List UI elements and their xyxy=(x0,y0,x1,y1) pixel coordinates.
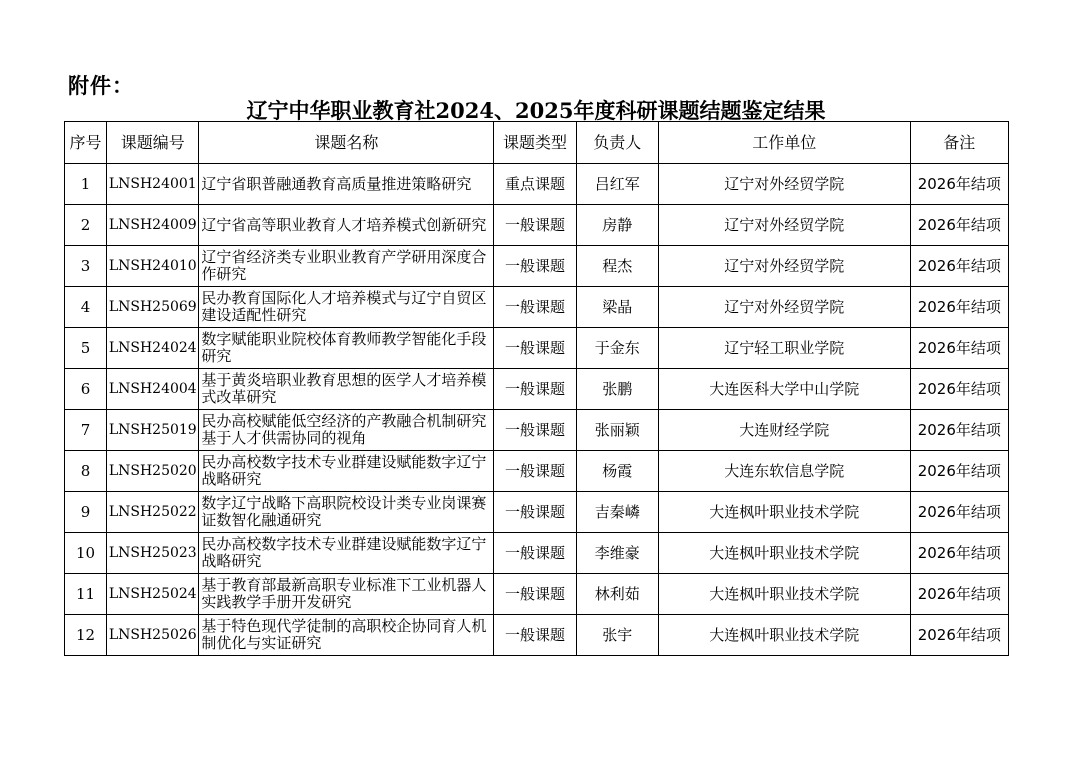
cell-note: 2026年结项 xyxy=(910,328,1008,369)
cell-no: 2 xyxy=(65,205,107,246)
cell-leader: 张丽颖 xyxy=(576,410,658,451)
cell-name: 基于特色现代学徒制的高职校企协同育人机制优化与实证研究 xyxy=(199,615,494,656)
cell-unit: 大连财经学院 xyxy=(658,410,910,451)
cell-unit: 辽宁轻工职业学院 xyxy=(658,328,910,369)
cell-code: LNSH24004 xyxy=(107,369,199,410)
column-header-code: 课题编号 xyxy=(107,122,199,164)
table-row xyxy=(65,615,1009,656)
table-header-row xyxy=(65,122,1009,164)
cell-leader: 吉秦嶙 xyxy=(576,492,658,533)
cell-unit: 大连枫叶职业技术学院 xyxy=(658,533,910,574)
cell-type: 一般课题 xyxy=(494,287,576,328)
column-header-type: 课题类型 xyxy=(494,122,576,164)
cell-no: 6 xyxy=(65,369,107,410)
cell-unit: 大连枫叶职业技术学院 xyxy=(658,615,910,656)
cell-code: LNSH24001 xyxy=(107,164,199,205)
cell-name: 辽宁省经济类专业职业教育产学研用深度合作研究 xyxy=(199,246,494,287)
cell-no: 11 xyxy=(65,574,107,615)
cell-unit: 大连枫叶职业技术学院 xyxy=(658,574,910,615)
cell-note: 2026年结项 xyxy=(910,369,1008,410)
cell-leader: 杨霞 xyxy=(576,451,658,492)
table-row xyxy=(65,246,1009,287)
cell-type: 一般课题 xyxy=(494,369,576,410)
cell-note: 2026年结项 xyxy=(910,164,1008,205)
cell-leader: 房静 xyxy=(576,205,658,246)
cell-no: 5 xyxy=(65,328,107,369)
cell-name: 民办高校数字技术专业群建设赋能数字辽宁战略研究 xyxy=(199,533,494,574)
cell-code: LNSH25024 xyxy=(107,574,199,615)
cell-name: 数字赋能职业院校体育教师教学智能化手段研究 xyxy=(199,328,494,369)
cell-note: 2026年结项 xyxy=(910,533,1008,574)
cell-leader: 张鹏 xyxy=(576,369,658,410)
cell-code: LNSH24010 xyxy=(107,246,199,287)
cell-note: 2026年结项 xyxy=(910,246,1008,287)
table-row xyxy=(65,492,1009,533)
cell-leader: 梁晶 xyxy=(576,287,658,328)
cell-unit: 辽宁对外经贸学院 xyxy=(658,164,910,205)
cell-type: 一般课题 xyxy=(494,410,576,451)
cell-code: LNSH25022 xyxy=(107,492,199,533)
cell-name: 民办高校赋能低空经济的产教融合机制研究基于人才供需协同的视角 xyxy=(199,410,494,451)
cell-no: 10 xyxy=(65,533,107,574)
cell-leader: 程杰 xyxy=(576,246,658,287)
document-title: 辽宁中华职业教育社2024、2025年度科研课题结题鉴定结果 xyxy=(246,98,826,123)
column-header-unit: 工作单位 xyxy=(658,122,910,164)
cell-note: 2026年结项 xyxy=(910,451,1008,492)
cell-unit: 辽宁对外经贸学院 xyxy=(658,287,910,328)
cell-type: 一般课题 xyxy=(494,492,576,533)
cell-type: 一般课题 xyxy=(494,246,576,287)
cell-type: 一般课题 xyxy=(494,205,576,246)
table-row xyxy=(65,164,1009,205)
table-row xyxy=(65,451,1009,492)
table-row xyxy=(65,287,1009,328)
table-row xyxy=(65,328,1009,369)
cell-note: 2026年结项 xyxy=(910,492,1008,533)
table-row xyxy=(65,410,1009,451)
cell-no: 8 xyxy=(65,451,107,492)
cell-unit: 大连东软信息学院 xyxy=(658,451,910,492)
cell-name: 基于教育部最新高职专业标准下工业机器人实践教学手册开发研究 xyxy=(199,574,494,615)
cell-name: 数字辽宁战略下高职院校设计类专业岗课赛证数智化融通研究 xyxy=(199,492,494,533)
cell-name: 辽宁省职普融通教育高质量推进策略研究 xyxy=(199,164,494,205)
cell-no: 7 xyxy=(65,410,107,451)
cell-note: 2026年结项 xyxy=(910,615,1008,656)
cell-no: 3 xyxy=(65,246,107,287)
column-header-no: 序号 xyxy=(65,122,107,164)
table-row xyxy=(65,574,1009,615)
column-header-name: 课题名称 xyxy=(199,122,494,164)
cell-code: LNSH25023 xyxy=(107,533,199,574)
cell-name: 辽宁省高等职业教育人才培养模式创新研究 xyxy=(199,205,494,246)
cell-code: LNSH24024 xyxy=(107,328,199,369)
cell-leader: 李维豪 xyxy=(576,533,658,574)
cell-note: 2026年结项 xyxy=(910,574,1008,615)
cell-no: 12 xyxy=(65,615,107,656)
cell-type: 一般课题 xyxy=(494,328,576,369)
cell-note: 2026年结项 xyxy=(910,410,1008,451)
cell-unit: 大连医科大学中山学院 xyxy=(658,369,910,410)
cell-type: 一般课题 xyxy=(494,574,576,615)
cell-name: 民办教育国际化人才培养模式与辽宁自贸区建设适配性研究 xyxy=(199,287,494,328)
cell-type: 重点课题 xyxy=(494,164,576,205)
table-row xyxy=(65,533,1009,574)
cell-unit: 辽宁对外经贸学院 xyxy=(658,246,910,287)
cell-name: 基于黄炎培职业教育思想的医学人才培养模式改革研究 xyxy=(199,369,494,410)
cell-leader: 林利茹 xyxy=(576,574,658,615)
cell-no: 1 xyxy=(65,164,107,205)
cell-code: LNSH25019 xyxy=(107,410,199,451)
attachment-label: 附件： xyxy=(68,73,134,98)
cell-code: LNSH25020 xyxy=(107,451,199,492)
results-table xyxy=(64,121,1009,656)
column-header-note: 备注 xyxy=(910,122,1008,164)
cell-note: 2026年结项 xyxy=(910,287,1008,328)
cell-type: 一般课题 xyxy=(494,615,576,656)
column-header-leader: 负责人 xyxy=(576,122,658,164)
cell-leader: 于金东 xyxy=(576,328,658,369)
cell-leader: 吕红军 xyxy=(576,164,658,205)
cell-type: 一般课题 xyxy=(494,533,576,574)
cell-note: 2026年结项 xyxy=(910,205,1008,246)
table-row xyxy=(65,205,1009,246)
cell-type: 一般课题 xyxy=(494,451,576,492)
cell-unit: 辽宁对外经贸学院 xyxy=(658,205,910,246)
cell-name: 民办高校数字技术专业群建设赋能数字辽宁战略研究 xyxy=(199,451,494,492)
cell-unit: 大连枫叶职业技术学院 xyxy=(658,492,910,533)
cell-code: LNSH25069 xyxy=(107,287,199,328)
table-row xyxy=(65,369,1009,410)
cell-no: 9 xyxy=(65,492,107,533)
cell-code: LNSH24009 xyxy=(107,205,199,246)
cell-leader: 张宇 xyxy=(576,615,658,656)
cell-no: 4 xyxy=(65,287,107,328)
cell-code: LNSH25026 xyxy=(107,615,199,656)
